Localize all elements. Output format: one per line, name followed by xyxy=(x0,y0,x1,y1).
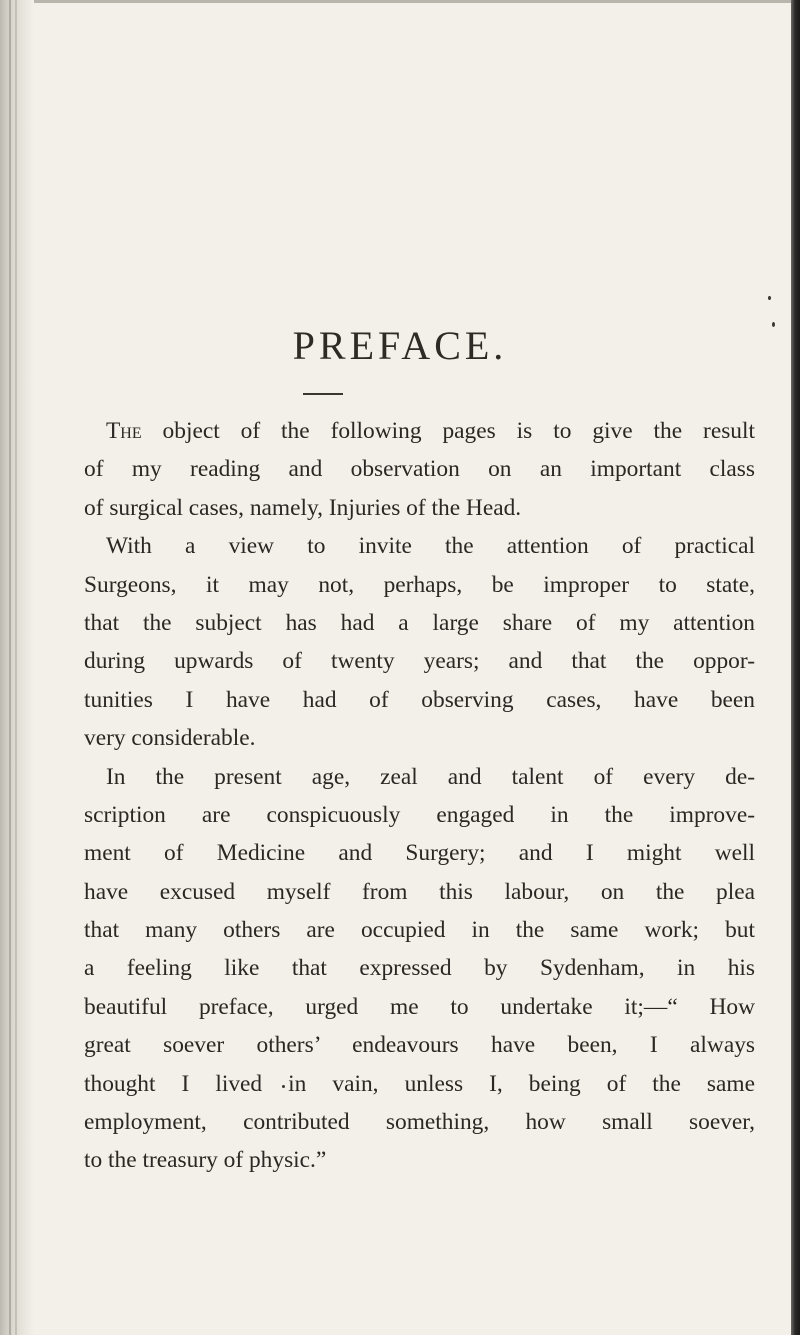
text-line: that many others are occupied in the same work; but xyxy=(84,917,755,944)
text-line: With a view to invite the attention of practical xyxy=(106,533,755,560)
text-line: Surgeons, it may not, perhaps, be improper to state, xyxy=(84,571,755,598)
text-line: tunities I have had of observing cases, have been xyxy=(84,686,755,713)
text-line: of surgical cases, namely, Injuries of the Head. xyxy=(84,494,522,521)
text-line: great soever others’ endeavours have been, I always xyxy=(84,1032,755,1059)
paper-speck xyxy=(768,296,771,300)
text-line: very considerable. xyxy=(84,725,256,752)
text-line: of my reading and observation on an important class xyxy=(84,456,755,483)
top-page-edge xyxy=(0,0,800,3)
text-line: In the present age, zeal and talent of every de- xyxy=(106,763,755,790)
text-line: to the treasury of physic.” xyxy=(84,1147,327,1174)
text-line: thought I lived in vain, unless I, being of the same xyxy=(84,1070,755,1097)
text-line: that the subject has had a large share of my attention xyxy=(84,609,755,636)
page-title: PREFACE. xyxy=(292,323,508,368)
text-line: The object of the following pages is to give the result xyxy=(106,418,755,444)
gutter-crease xyxy=(15,0,17,1335)
preface-text xyxy=(84,412,755,1180)
binding-gutter xyxy=(0,0,34,1335)
drop-word: The xyxy=(106,418,142,444)
gutter-crease xyxy=(9,0,11,1335)
title-rule xyxy=(303,393,343,395)
text-line: beautiful preface, urged me to undertake it;—“ How xyxy=(84,993,755,1020)
text-line: a feeling like that expressed by Sydenham, in his xyxy=(84,955,755,982)
text-line: ment of Medicine and Surgery; and I might well xyxy=(84,840,755,867)
text-line: have excused myself from this labour, on the plea xyxy=(84,878,755,905)
text-line: scription are conspicuously engaged in the improve- xyxy=(84,801,755,828)
text-line: during upwards of twenty years; and that the oppor- xyxy=(84,648,755,675)
text-line: employment, contributed something, how small soever, xyxy=(84,1109,755,1136)
right-page-edge xyxy=(791,0,800,1335)
